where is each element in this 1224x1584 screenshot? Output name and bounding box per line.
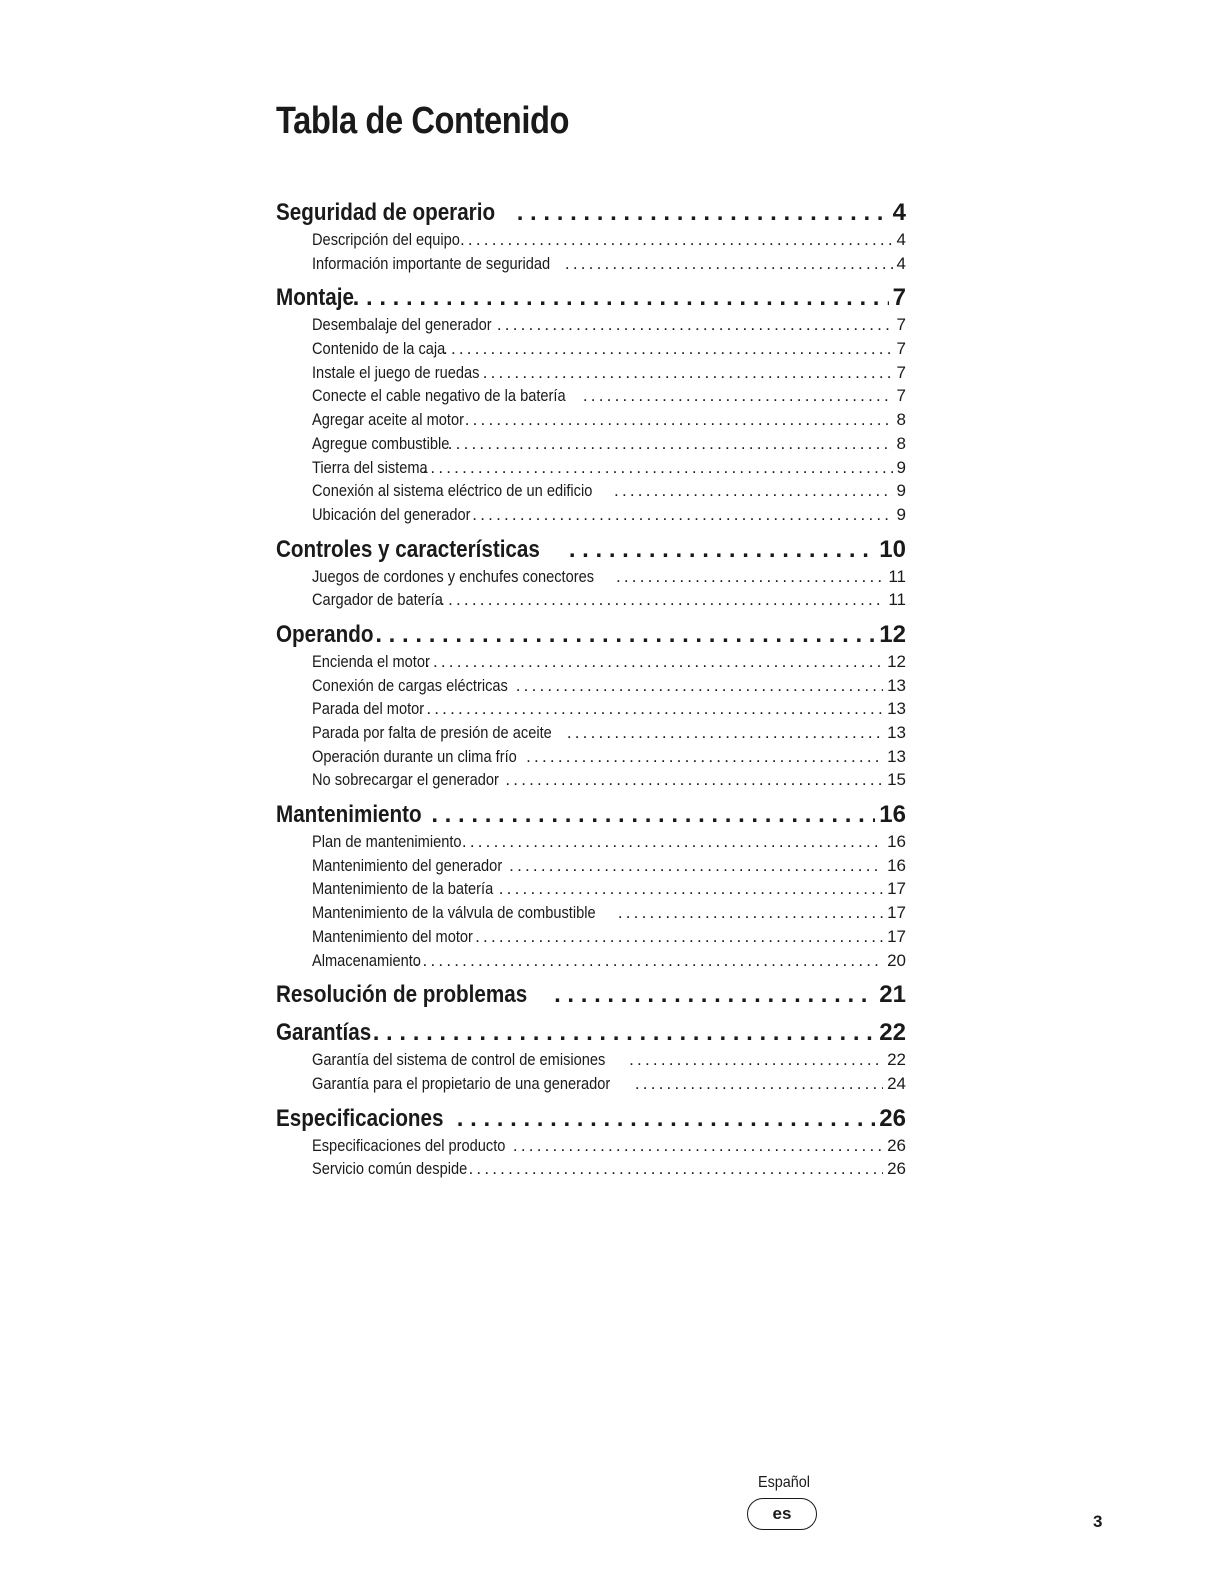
toc-entry[interactable] [312,565,906,589]
entry-page-number: 9 [896,504,906,524]
toc-section-heading[interactable] [276,1018,906,1048]
entry-label: Operación durante un clima frío [312,746,517,766]
entry-label: Servicio común despide [312,1159,468,1179]
toc-section-heading[interactable] [276,800,906,830]
entry-page-number: 11 [888,566,906,586]
entry-label: Conecte el cable negativo de la batería [312,386,566,406]
toc-section [276,980,906,1010]
dot-leader [462,830,883,854]
toc-section [276,198,906,275]
entry-label: Parada del motor [312,699,425,719]
toc-entry[interactable] [312,949,906,973]
section-page-number: 12 [879,620,906,648]
dot-leader [618,901,883,925]
entry-page-number: 24 [887,1073,906,1093]
page-title: Tabla de Contenido [276,100,570,142]
entry-label: Descripción del equipo [312,230,460,249]
toc-entry[interactable] [312,408,906,432]
page-number: 3 [1093,1512,1103,1531]
toc-section-heading[interactable] [276,620,906,650]
entry-page-number: 20 [887,950,906,970]
toc-section [276,620,906,792]
toc-entry[interactable] [312,697,906,721]
entry-page-number: 13 [887,699,906,719]
entry-page-number: 16 [887,855,906,875]
toc-entry[interactable] [312,745,906,769]
toc-entry[interactable] [312,588,906,612]
toc-section-heading[interactable] [276,535,906,565]
toc-entry[interactable] [312,1134,906,1158]
dot-leader [567,721,883,745]
entry-label: Garantía del sistema de control de emisiones [312,1050,606,1070]
section-page-number: 7 [892,284,906,312]
entry-label: Conexión de cargas eléctricas [312,675,508,695]
table-of-contents [276,198,906,1189]
entry-label: No sobrecargar el generador [312,770,499,790]
toc-section [276,283,906,526]
toc-entry[interactable] [312,456,906,480]
entry-label: Mantenimiento de la válvula de combustible [312,903,596,923]
dot-leader [526,745,883,769]
toc-entry[interactable] [312,313,906,337]
dot-leader [565,252,893,276]
section-title: Especificaciones [276,1104,444,1132]
toc-section-heading[interactable] [276,980,906,1010]
toc-entry[interactable] [312,503,906,527]
entry-label: Plan de mantenimiento [312,832,462,852]
dot-leader [468,1157,883,1181]
toc-entry[interactable] [312,479,906,503]
entry-label: Agregar aceite al motor [312,410,464,430]
entry-label: Mantenimiento del motor [312,926,473,946]
entry-label: Parada por falta de presión de aceite [312,723,552,742]
entry-label: Garantía para el propietario de una generador [312,1073,611,1093]
dot-leader [616,565,884,589]
entry-page-number: 17 [887,903,906,923]
toc-entry[interactable] [312,674,906,698]
dot-leader [517,198,889,228]
dot-leader [375,620,875,650]
dot-leader [440,588,884,612]
section-title: Operando [276,620,374,648]
entry-page-number: 4 [896,253,906,273]
entry-page-number: 8 [896,410,906,430]
entry-page-number: 7 [896,386,906,406]
entry-page-number: 22 [887,1050,906,1070]
entry-page-number: 8 [896,433,906,453]
dot-leader [516,674,883,698]
entry-label: Almacenamiento [312,950,421,970]
dot-leader [635,1072,883,1096]
toc-entry[interactable] [312,901,906,925]
entry-page-number: 13 [887,723,906,742]
dot-leader [422,456,892,480]
toc-section-heading[interactable] [276,198,906,228]
language-code-badge: es [747,1498,817,1530]
entry-page-number: 17 [887,926,906,946]
entry-label: Mantenimiento del generador [312,855,503,875]
entry-label: Ubicación del generador [312,504,471,524]
section-page-number: 4 [892,199,906,226]
entry-page-number: 16 [887,832,906,852]
section-page-number: 10 [879,535,906,563]
entry-label: Cargador de batería [312,590,443,610]
section-page-number: 26 [879,1104,906,1132]
toc-entry[interactable] [312,650,906,674]
toc-section [276,1018,906,1095]
entry-page-number: 7 [896,339,906,359]
toc-section-heading[interactable] [276,1104,906,1134]
dot-leader [629,1048,883,1072]
entry-label: Agregue combustible [312,433,450,453]
dot-leader [614,479,893,503]
entry-page-number: 7 [896,362,906,382]
dot-leader [353,283,889,313]
section-page-number: 16 [879,801,906,829]
language-label: Español [757,1474,811,1491]
dot-leader [418,697,883,721]
entry-page-number: 26 [887,1135,906,1155]
dot-leader [465,408,893,432]
entry-page-number: 11 [888,590,906,610]
toc-entry[interactable] [312,337,906,361]
dot-leader [415,949,883,973]
entry-page-number: 13 [887,746,906,766]
entry-page-number: 4 [896,230,906,249]
toc-entry[interactable] [312,252,906,276]
entry-label: Especificaciones del producto [312,1135,506,1155]
toc-entry[interactable] [312,830,906,854]
dot-leader [497,313,893,337]
dot-leader [475,925,883,949]
entry-label: Conexión al sistema eléctrico de un edificio [312,481,593,501]
dot-leader [460,228,893,252]
toc-entry[interactable] [312,384,906,408]
entry-page-number: 26 [887,1159,906,1179]
entry-label: Desembalaje del generador [312,315,492,335]
entry-page-number: 13 [887,675,906,695]
section-title: Mantenimiento [276,801,422,829]
dot-leader [443,337,893,361]
dot-leader [583,384,893,408]
entry-page-number: 9 [896,481,906,501]
dot-leader [483,361,893,385]
section-title: Resolución de problemas [276,981,528,1009]
dot-leader [373,1018,876,1048]
toc-entry[interactable] [312,877,906,901]
dot-leader [472,503,892,527]
entry-label: Información importante de seguridad [312,253,551,273]
dot-leader [431,800,875,830]
toc-section-heading[interactable] [276,283,906,313]
toc-entry[interactable] [312,228,906,252]
entry-label: Contenido de la caja [312,339,446,359]
entry-label: Juegos de cordones y enchufes conectores [312,566,595,586]
entry-page-number: 9 [896,457,906,477]
entry-page-number: 17 [887,879,906,899]
toc-entry[interactable] [312,925,906,949]
toc-entry[interactable] [312,721,906,745]
dot-leader [457,1104,876,1134]
dot-leader [448,432,893,456]
dot-leader [509,854,883,878]
toc-entry[interactable] [312,1072,906,1096]
dot-leader [554,980,875,1010]
section-title: Seguridad de operario [276,199,496,226]
entry-page-number: 12 [887,651,906,671]
toc-section [276,535,906,612]
entry-label: Tierra del sistema [312,457,428,477]
entry-label: Mantenimiento de la batería [312,879,494,899]
toc-section [276,800,906,972]
entry-page-number: 15 [887,770,906,790]
section-page-number: 22 [879,1019,906,1047]
entry-label: Encienda el motor [312,651,430,671]
section-title: Controles y características [276,535,540,563]
toc-entry[interactable] [312,361,906,385]
section-title: Montaje [276,284,354,312]
dot-leader [499,877,883,901]
toc-section [276,1104,906,1181]
toc-entry[interactable] [312,1048,906,1072]
section-title: Garantías [276,1019,372,1047]
dot-leader [505,768,883,792]
dot-leader [569,535,875,565]
toc-entry[interactable] [312,768,906,792]
dot-leader [425,650,883,674]
toc-entry[interactable] [312,432,906,456]
toc-entry[interactable] [312,854,906,878]
section-page-number: 21 [879,981,906,1009]
entry-page-number: 7 [896,315,906,335]
dot-leader [513,1134,883,1158]
entry-label: Instale el juego de ruedas [312,362,480,382]
toc-entry[interactable] [312,1157,906,1181]
